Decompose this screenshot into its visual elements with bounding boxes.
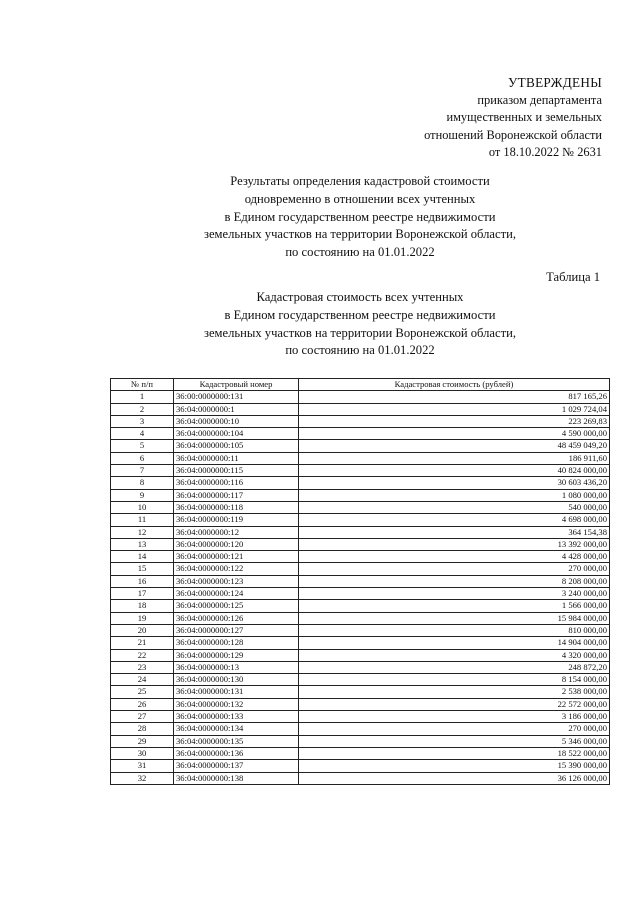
table-row <box>111 600 610 612</box>
table-row <box>111 501 610 513</box>
cadastral-value: 223 269,83 <box>299 415 610 427</box>
table-row <box>111 588 610 600</box>
cadastral-number: 36:04:0000000:13 <box>174 661 299 673</box>
table-row <box>111 452 610 464</box>
cadastral-number: 36:04:0000000:130 <box>174 674 299 686</box>
table-row <box>111 711 610 723</box>
approval-line: отношений Воронежской области <box>424 127 602 142</box>
row-number: 19 <box>111 612 174 624</box>
cadastral-value: 270 000,00 <box>299 563 610 575</box>
cadastral-value: 8 154 000,00 <box>299 674 610 686</box>
row-number: 26 <box>111 698 174 710</box>
approval-block <box>424 74 602 162</box>
row-number: 32 <box>111 772 174 784</box>
cadastral-value: 248 872,20 <box>299 661 610 673</box>
row-number: 9 <box>111 489 174 501</box>
row-number: 15 <box>111 563 174 575</box>
results-heading-line: одновременно в отношении всех учтенных <box>244 191 476 206</box>
cadastral-value: 15 984 000,00 <box>299 612 610 624</box>
cadastral-number: 36:04:0000000:133 <box>174 711 299 723</box>
cadastral-number: 36:04:0000000:134 <box>174 723 299 735</box>
row-number: 10 <box>111 501 174 513</box>
row-number: 28 <box>111 723 174 735</box>
cadastral-value: 1 029 724,04 <box>299 403 610 415</box>
table-row <box>111 760 610 772</box>
approval-line: имущественных и земельных <box>446 110 602 125</box>
table-caption <box>110 289 610 360</box>
cadastral-value: 4 698 000,00 <box>299 514 610 526</box>
table-label: Таблица 1 <box>546 270 600 284</box>
row-number: 3 <box>111 415 174 427</box>
cadastral-number: 36:04:0000000:104 <box>174 428 299 440</box>
table-row <box>111 526 610 538</box>
cadastral-value: 14 904 000,00 <box>299 637 610 649</box>
row-number: 18 <box>111 600 174 612</box>
cadastral-number: 36:04:0000000:116 <box>174 477 299 489</box>
row-number: 31 <box>111 760 174 772</box>
cadastral-number: 36:04:0000000:119 <box>174 514 299 526</box>
cadastral-number: 36:04:0000000:118 <box>174 501 299 513</box>
row-number: 11 <box>111 514 174 526</box>
row-number: 30 <box>111 747 174 759</box>
results-heading-line: земельных участков на территории Воронежской области, <box>203 227 517 242</box>
table-header-row <box>111 379 610 391</box>
table-caption-line: земельных участков на территории Воронежской области, <box>203 325 517 340</box>
header-cadastral-value: Кадастровая стоимость (рублей) <box>299 379 610 391</box>
cadastral-value: 4 320 000,00 <box>299 649 610 661</box>
table-row <box>111 686 610 698</box>
table-row <box>111 735 610 747</box>
table-row <box>111 649 610 661</box>
approval-line: приказом департамента <box>477 92 602 107</box>
cadastral-number: 36:04:0000000:10 <box>174 415 299 427</box>
table-row <box>111 723 610 735</box>
row-number: 6 <box>111 452 174 464</box>
results-heading-line: по состоянию на 01.01.2022 <box>285 245 435 260</box>
cadastral-value: 5 346 000,00 <box>299 735 610 747</box>
cadastral-value: 8 208 000,00 <box>299 575 610 587</box>
cadastral-value: 40 824 000,00 <box>299 465 610 477</box>
row-number: 24 <box>111 674 174 686</box>
cadastral-value: 3 240 000,00 <box>299 588 610 600</box>
table-row <box>111 477 610 489</box>
table-row <box>111 661 610 673</box>
table-row <box>111 415 610 427</box>
cadastral-value: 817 165,26 <box>299 391 610 403</box>
cadastral-value: 3 186 000,00 <box>299 711 610 723</box>
cadastral-value: 18 522 000,00 <box>299 747 610 759</box>
table-row <box>111 772 610 784</box>
cadastral-number: 36:04:0000000:11 <box>174 452 299 464</box>
cadastral-number: 36:04:0000000:12 <box>174 526 299 538</box>
cadastral-value: 15 390 000,00 <box>299 760 610 772</box>
table-caption-line: Кадастровая стоимость всех учтенных <box>256 290 464 304</box>
table-row <box>111 440 610 452</box>
table-row <box>111 538 610 550</box>
cadastral-number: 36:04:0000000:115 <box>174 465 299 477</box>
table-row <box>111 747 610 759</box>
row-number: 22 <box>111 649 174 661</box>
cadastral-value: 2 538 000,00 <box>299 686 610 698</box>
table-row <box>111 637 610 649</box>
table-row <box>111 563 610 575</box>
cadastral-value: 4 590 000,00 <box>299 428 610 440</box>
table-row <box>111 428 610 440</box>
cadastral-value: 13 392 000,00 <box>299 538 610 550</box>
row-number: 12 <box>111 526 174 538</box>
cadastral-number: 36:00:0000000:131 <box>174 391 299 403</box>
row-number: 21 <box>111 637 174 649</box>
header-number: № п/п <box>111 379 174 391</box>
cadastral-number: 36:04:0000000:1 <box>174 403 299 415</box>
cadastral-number: 36:04:0000000:129 <box>174 649 299 661</box>
table-row <box>111 514 610 526</box>
table-row <box>111 391 610 403</box>
row-number: 27 <box>111 711 174 723</box>
table-caption-line: по состоянию на 01.01.2022 <box>285 343 435 358</box>
cadastral-value: 48 459 049,20 <box>299 440 610 452</box>
cadastral-number: 36:04:0000000:128 <box>174 637 299 649</box>
cadastral-number: 36:04:0000000:124 <box>174 588 299 600</box>
cadastral-number: 36:04:0000000:121 <box>174 551 299 563</box>
cadastral-value: 540 000,00 <box>299 501 610 513</box>
cadastral-number: 36:04:0000000:120 <box>174 538 299 550</box>
row-number: 13 <box>111 538 174 550</box>
results-heading-line: в Едином государственном реестре недвижимости <box>224 209 496 224</box>
table-row <box>111 624 610 636</box>
cadastral-value: 30 603 436,20 <box>299 477 610 489</box>
row-number: 23 <box>111 661 174 673</box>
row-number: 2 <box>111 403 174 415</box>
header-cadastral-number: Кадастровый номер <box>174 379 299 391</box>
results-heading <box>110 173 610 262</box>
row-number: 7 <box>111 465 174 477</box>
cadastral-value: 364 154,38 <box>299 526 610 538</box>
row-number: 25 <box>111 686 174 698</box>
row-number: 4 <box>111 428 174 440</box>
table-row <box>111 612 610 624</box>
cadastral-number: 36:04:0000000:137 <box>174 760 299 772</box>
cadastral-number: 36:04:0000000:125 <box>174 600 299 612</box>
table-row <box>111 403 610 415</box>
row-number: 1 <box>111 391 174 403</box>
row-number: 16 <box>111 575 174 587</box>
cadastral-value: 22 572 000,00 <box>299 698 610 710</box>
cadastral-value: 810 000,00 <box>299 624 610 636</box>
cadastral-value: 4 428 000,00 <box>299 551 610 563</box>
table-row <box>111 465 610 477</box>
cadastral-number: 36:04:0000000:117 <box>174 489 299 501</box>
cadastral-value: 270 000,00 <box>299 723 610 735</box>
table-row <box>111 489 610 501</box>
cadastral-value: 1 080 000,00 <box>299 489 610 501</box>
cadastral-number: 36:04:0000000:123 <box>174 575 299 587</box>
cadastral-number: 36:04:0000000:122 <box>174 563 299 575</box>
cadastral-number: 36:04:0000000:136 <box>174 747 299 759</box>
approval-date: от 18.10.2022 № 2631 <box>488 145 602 160</box>
approval-title: УТВЕРЖДЕНЫ <box>507 75 602 90</box>
cadastral-number: 36:04:0000000:127 <box>174 624 299 636</box>
row-number: 8 <box>111 477 174 489</box>
row-number: 29 <box>111 735 174 747</box>
cadastral-number: 36:04:0000000:135 <box>174 735 299 747</box>
row-number: 5 <box>111 440 174 452</box>
table-row <box>111 698 610 710</box>
results-heading-line: Результаты определения кадастровой стоимости <box>230 174 490 188</box>
cadastral-number: 36:04:0000000:132 <box>174 698 299 710</box>
table-caption-line: в Едином государственном реестре недвижимости <box>224 307 496 322</box>
cadastral-value: 36 126 000,00 <box>299 772 610 784</box>
table-row <box>111 674 610 686</box>
row-number: 17 <box>111 588 174 600</box>
table-body <box>111 391 610 785</box>
cadastral-number: 36:04:0000000:138 <box>174 772 299 784</box>
table-row <box>111 551 610 563</box>
table-row <box>111 575 610 587</box>
cadastral-value-table <box>110 378 610 785</box>
row-number: 14 <box>111 551 174 563</box>
cadastral-number: 36:04:0000000:126 <box>174 612 299 624</box>
cadastral-number: 36:04:0000000:131 <box>174 686 299 698</box>
cadastral-value: 1 566 000,00 <box>299 600 610 612</box>
cadastral-number: 36:04:0000000:105 <box>174 440 299 452</box>
cadastral-value: 186 911,60 <box>299 452 610 464</box>
row-number: 20 <box>111 624 174 636</box>
